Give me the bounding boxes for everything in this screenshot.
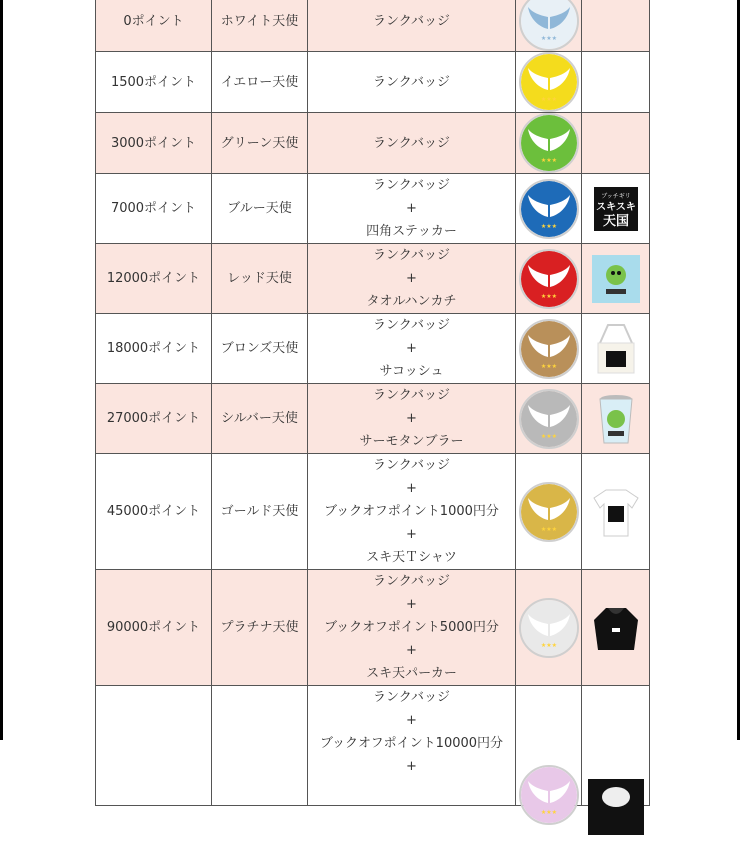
rank-name: ブロンズ天使 xyxy=(212,314,308,384)
reward-item: ランクバッジ xyxy=(373,574,450,589)
svg-text:★★★: ★★★ xyxy=(540,96,557,103)
sticker-image xyxy=(588,181,644,237)
reward-item: ランクバッジ xyxy=(373,178,450,193)
rank-goods-cell xyxy=(582,52,650,113)
rank-name: グリーン天使 xyxy=(212,113,308,174)
rank-points: 0ポイント xyxy=(96,0,212,52)
rank-badge-icon xyxy=(519,765,579,825)
rank-badge-icon xyxy=(519,0,579,51)
rank-rewards xyxy=(308,384,516,454)
rank-points: 3000ポイント xyxy=(96,113,212,174)
rank-badge-cell xyxy=(516,0,582,52)
rank-row xyxy=(96,454,650,570)
reward-item: スキ天パーカー xyxy=(366,666,457,681)
svg-text:ブッチギリ: ブッチギリ xyxy=(600,192,631,200)
rank-points: 27000ポイント xyxy=(96,384,212,454)
rank-name: ブルー天使 xyxy=(212,174,308,244)
rank-points xyxy=(96,686,212,806)
rank-rewards xyxy=(308,174,516,244)
rank-row xyxy=(96,0,650,52)
rank-row xyxy=(96,52,650,113)
thermo-tumbler-image xyxy=(588,391,644,447)
rank-goods-cell xyxy=(582,0,650,52)
reward-item: + xyxy=(406,411,417,426)
reward-item: ランクバッジ xyxy=(373,458,450,473)
rank-badge-cell xyxy=(516,454,582,570)
rank-row xyxy=(96,314,650,384)
towel-handkerchief-image xyxy=(588,251,644,307)
rank-goods-cell xyxy=(582,570,650,686)
reward-item: + xyxy=(406,643,417,658)
reward-item: ブックオフポイント10000円分 xyxy=(319,736,504,751)
reward-item: + xyxy=(406,271,417,286)
svg-text:★★★: ★★★ xyxy=(540,525,557,533)
rank-badge-icon xyxy=(519,389,579,449)
rank-points: 90000ポイント xyxy=(96,570,212,686)
reward-item: + xyxy=(406,597,417,612)
rank-rewards xyxy=(308,686,516,806)
rank-row xyxy=(96,113,650,174)
reward-item: + xyxy=(406,341,417,356)
reward-item: サコッシュ xyxy=(379,364,444,379)
rank-badge-icon xyxy=(519,319,579,379)
rank-badge-cell xyxy=(516,244,582,314)
rank-badge-icon xyxy=(519,249,579,309)
rank-row xyxy=(96,244,650,314)
rank-goods-cell xyxy=(582,686,650,806)
rank-points: 18000ポイント xyxy=(96,314,212,384)
sacoche-bag-image xyxy=(588,321,644,377)
rank-rewards xyxy=(308,113,516,174)
svg-text:★★★: ★★★ xyxy=(540,157,557,164)
svg-text:スキスキ: スキスキ xyxy=(595,201,636,213)
rank-name: ゴールド天使 xyxy=(212,454,308,570)
rank-points: 7000ポイント xyxy=(96,174,212,244)
reward-item: ランクバッジ xyxy=(373,135,450,151)
reward-item: スキ天Ｔシャツ xyxy=(366,550,457,565)
svg-text:★★★: ★★★ xyxy=(540,292,557,300)
reward-item: + xyxy=(406,481,417,496)
rank-name: プラチナ天使 xyxy=(212,570,308,686)
rank-name: ホワイト天使 xyxy=(212,0,308,52)
hoodie-image xyxy=(588,600,644,656)
reward-item: ランクバッジ xyxy=(373,13,450,29)
svg-text:★★★: ★★★ xyxy=(540,222,557,230)
rank-goods-cell xyxy=(582,384,650,454)
rank-goods-cell xyxy=(582,314,650,384)
rank-rewards xyxy=(308,0,516,52)
reward-item: 四角ステッカー xyxy=(366,224,457,239)
reward-item: + xyxy=(406,759,417,774)
rank-name: レッド天使 xyxy=(212,244,308,314)
rank-points: 1500ポイント xyxy=(96,52,212,113)
rank-badge-icon xyxy=(519,598,579,658)
rank-rewards xyxy=(308,52,516,113)
reward-item: ランクバッジ xyxy=(373,74,450,90)
reward-item: ランクバッジ xyxy=(373,318,450,333)
rank-name: シルバー天使 xyxy=(212,384,308,454)
rank-row xyxy=(96,174,650,244)
rank-row xyxy=(96,570,650,686)
rank-badge-icon xyxy=(519,179,579,239)
reward-item: ランクバッジ xyxy=(373,248,450,263)
rank-points: 45000ポイント xyxy=(96,454,212,570)
rank-badge-cell xyxy=(516,314,582,384)
svg-text:天国: 天国 xyxy=(602,213,629,229)
rank-goods-cell xyxy=(582,113,650,174)
rank-badge-icon xyxy=(519,113,579,173)
svg-text:★★★: ★★★ xyxy=(540,641,557,649)
svg-text:★★★: ★★★ xyxy=(540,809,557,816)
rank-badge-cell xyxy=(516,384,582,454)
reward-item: サーモタンブラー xyxy=(359,434,464,449)
rank-badge-cell xyxy=(516,686,582,816)
rank-rewards xyxy=(308,314,516,384)
svg-text:★★★: ★★★ xyxy=(540,35,557,42)
partial-goods-image xyxy=(588,779,644,835)
rank-row xyxy=(96,686,650,806)
left-border xyxy=(0,0,3,740)
rank-name xyxy=(212,686,308,806)
rank-row xyxy=(96,384,650,454)
reward-item: + xyxy=(406,713,417,728)
rank-badge-cell xyxy=(516,52,582,113)
tshirt-image xyxy=(588,484,644,540)
rank-reward-table xyxy=(95,0,650,816)
rank-rewards xyxy=(308,244,516,314)
svg-text:★★★: ★★★ xyxy=(540,362,557,370)
rank-badge-icon xyxy=(519,52,579,112)
reward-item: ブックオフポイント5000円分 xyxy=(324,620,499,635)
rank-badge-icon xyxy=(519,482,579,542)
reward-item: タオルハンカチ xyxy=(366,294,457,309)
reward-item: ブックオフポイント1000円分 xyxy=(324,504,499,519)
rank-badge-cell xyxy=(516,113,582,174)
rank-rewards xyxy=(308,454,516,570)
reward-item: ランクバッジ xyxy=(373,690,450,705)
rank-rewards xyxy=(308,570,516,686)
rank-badge-cell xyxy=(516,174,582,244)
reward-item: + xyxy=(406,527,417,542)
reward-item: + xyxy=(406,201,417,216)
reward-item: ランクバッジ xyxy=(373,388,450,403)
rank-points: 12000ポイント xyxy=(96,244,212,314)
rank-goods-cell xyxy=(582,174,650,244)
rank-badge-cell xyxy=(516,570,582,686)
rank-goods-cell xyxy=(582,454,650,570)
rank-goods-cell xyxy=(582,244,650,314)
svg-text:★★★: ★★★ xyxy=(540,432,557,440)
rank-name: イエロー天使 xyxy=(212,52,308,113)
